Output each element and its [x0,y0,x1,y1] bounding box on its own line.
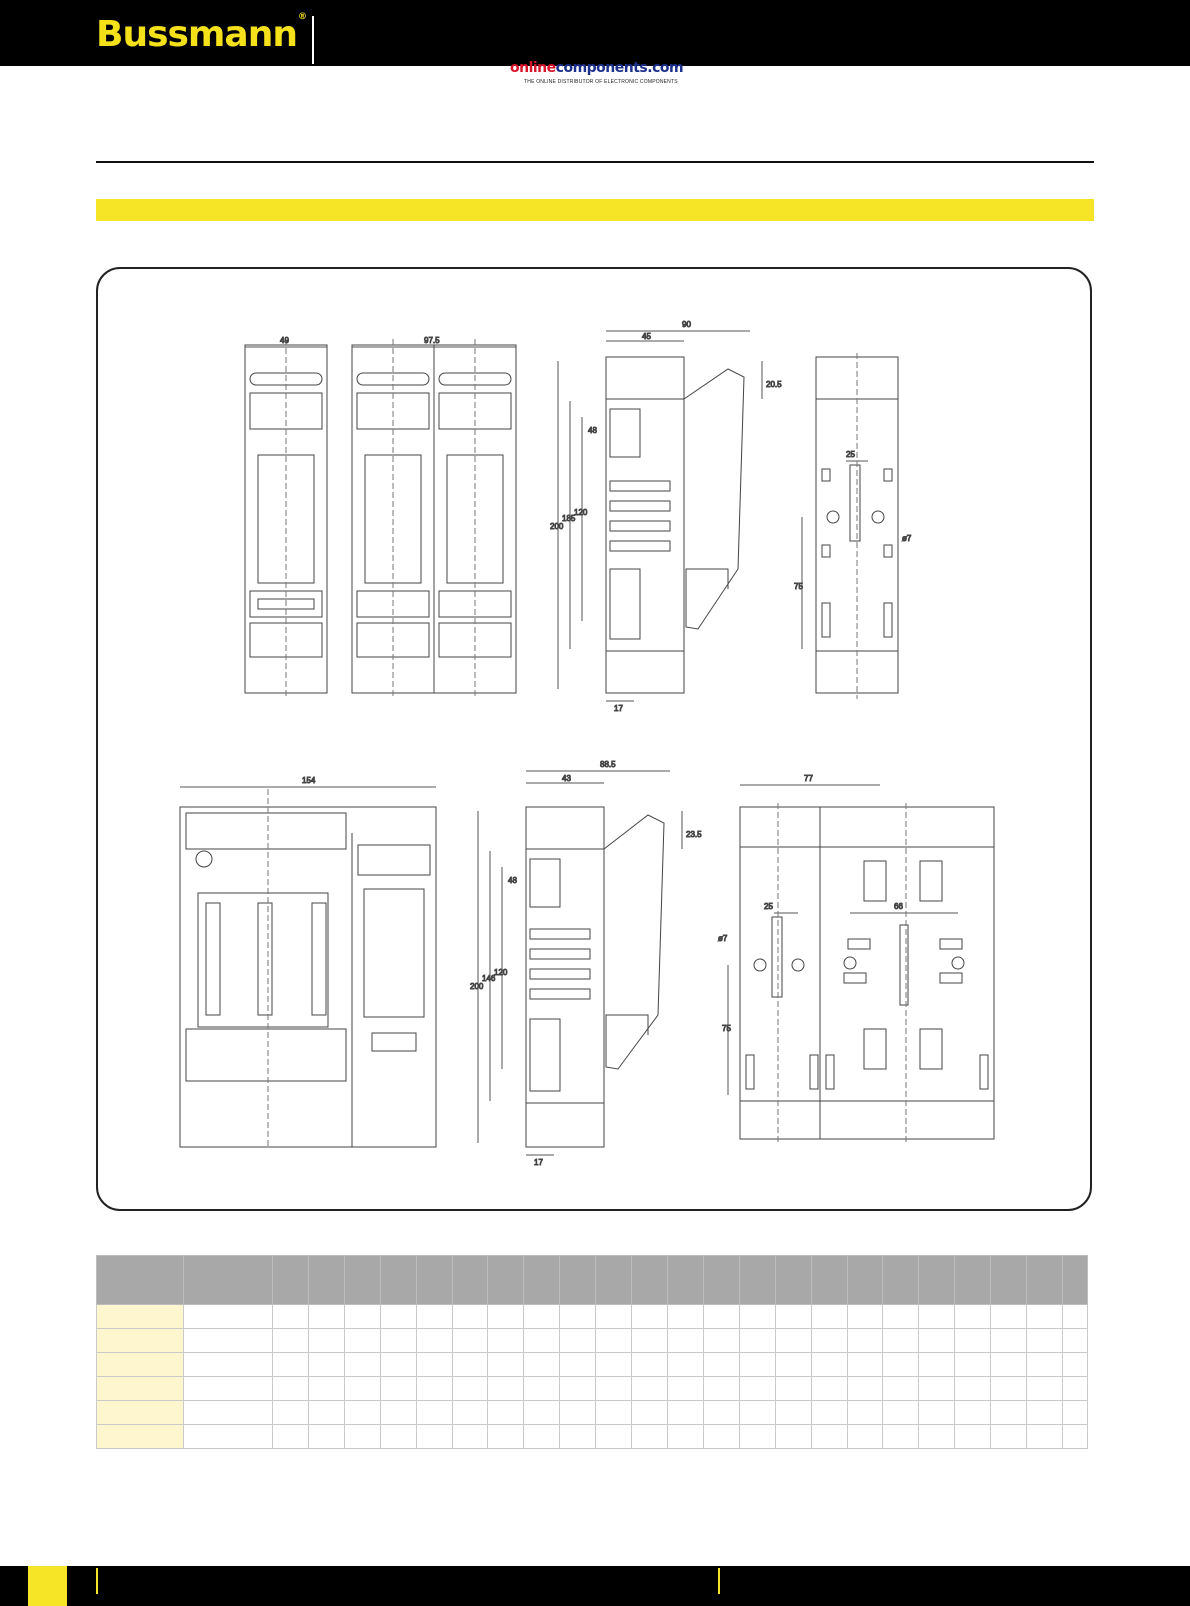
table-cell [596,1353,632,1377]
table-cell [703,1329,739,1353]
table-cell [703,1353,739,1377]
header-cell [847,1256,883,1305]
table-cell [991,1401,1027,1425]
dim-17: 17 [614,704,623,713]
front-view-three-pole [180,787,436,1149]
table-cell [955,1425,991,1449]
table-cell [452,1329,488,1353]
table-cell [667,1329,703,1353]
table-cell [847,1329,883,1353]
rear-view-wide [728,785,994,1145]
table-cell [847,1401,883,1425]
header-cell [667,1256,703,1305]
table-cell [273,1401,309,1425]
table-cell [703,1377,739,1401]
table-cell [488,1305,524,1329]
dim-dia7b: ø7 [718,934,728,943]
table-cell [184,1329,273,1353]
table-cell [1027,1425,1063,1449]
table-cell [524,1401,560,1425]
table-cell [1063,1353,1088,1377]
header-divider [312,16,314,64]
table-cell [775,1353,811,1377]
table-cell [811,1329,847,1353]
distributor-logo[interactable]: onlinecomponents.com [510,60,684,76]
distributor-tagline: THE ONLINE DISTRIBUTOR OF ELECTRONIC COMPONENTS [524,79,678,85]
table-cell [775,1329,811,1353]
table-cell [667,1401,703,1425]
table-cell [667,1377,703,1401]
table-cell [560,1353,596,1377]
header-cell [273,1256,309,1305]
dim-48: 48 [588,426,597,435]
table-cell [919,1353,955,1377]
table-cell [1027,1377,1063,1401]
table-cell [524,1425,560,1449]
table-cell [1063,1377,1088,1401]
table-cell [1063,1425,1088,1449]
table-cell [380,1305,416,1329]
table-cell [1027,1329,1063,1353]
table-row [97,1425,1088,1449]
table-cell [883,1425,919,1449]
header-cell [524,1256,560,1305]
table-cell [560,1401,596,1425]
table-cell [739,1401,775,1425]
table-cell [344,1401,380,1425]
table-cell [488,1377,524,1401]
table-cell [991,1425,1027,1449]
table-cell [97,1425,184,1449]
dim-120: 120 [574,508,588,517]
table-cell [308,1305,344,1329]
table-cell [632,1305,668,1329]
table-cell [560,1329,596,1353]
table-cell [344,1305,380,1329]
table-cell [811,1353,847,1377]
table-cell [560,1377,596,1401]
table-cell [380,1377,416,1401]
dim-25: 25 [846,450,855,459]
header-cell [452,1256,488,1305]
table-cell [883,1329,919,1353]
table-cell [811,1401,847,1425]
dim-17b: 17 [534,1158,543,1167]
table-cell [667,1425,703,1449]
header-cell [344,1256,380,1305]
dim-75b: 75 [722,1024,731,1033]
table-cell [488,1401,524,1425]
table-cell [919,1377,955,1401]
header-cell [632,1256,668,1305]
header-cell [1027,1256,1063,1305]
header-cell [416,1256,452,1305]
table-cell [452,1401,488,1425]
table-cell [308,1425,344,1449]
table-cell [703,1401,739,1425]
table-cell [739,1425,775,1449]
table-cell [524,1329,560,1353]
header-cell [97,1256,184,1305]
header-cell [955,1256,991,1305]
header-cell [703,1256,739,1305]
spec-table [96,1255,1088,1449]
table-cell [775,1377,811,1401]
table-cell [273,1425,309,1449]
table-cell [847,1353,883,1377]
dim-45: 45 [642,332,651,341]
section-bar [96,199,1094,221]
footer-divider-right [718,1568,720,1594]
table-cell [416,1353,452,1377]
table-cell [1027,1305,1063,1329]
footer-bar [0,1566,1190,1606]
table-cell [452,1353,488,1377]
table-cell [184,1401,273,1425]
dim-146b: 146 [482,974,496,983]
dim-154: 154 [302,776,316,785]
dim-49: 49 [280,336,289,345]
table-cell [308,1377,344,1401]
table-row [97,1305,1088,1329]
header-cell [811,1256,847,1305]
table-cell [344,1329,380,1353]
footer-page-tab [28,1566,67,1606]
table-cell [273,1377,309,1401]
table-cell [560,1425,596,1449]
dim-43: 43 [562,774,571,783]
header-cell [596,1256,632,1305]
table-cell [452,1305,488,1329]
table-cell [416,1329,452,1353]
table-cell [883,1353,919,1377]
table-cell [97,1329,184,1353]
table-cell [184,1425,273,1449]
table-cell [1027,1353,1063,1377]
table-body [97,1305,1088,1449]
table-row [97,1353,1088,1377]
table-cell [452,1425,488,1449]
table-cell [919,1401,955,1425]
brand-logo[interactable]: Bussmann® [96,12,306,55]
table-cell [560,1305,596,1329]
table-cell [308,1353,344,1377]
table-cell [596,1305,632,1329]
table-cell [308,1401,344,1425]
table-cell [919,1425,955,1449]
table-cell [955,1305,991,1329]
table-cell [991,1329,1027,1353]
table-cell [380,1401,416,1425]
header-cell [1063,1256,1088,1305]
table-cell [273,1353,309,1377]
table-cell [847,1377,883,1401]
table-cell [273,1305,309,1329]
table-cell [596,1401,632,1425]
table-cell [97,1401,184,1425]
dim-48b: 48 [508,876,517,885]
table-cell [97,1377,184,1401]
dim-dia7: ø7 [902,534,912,543]
dim-75: 75 [794,582,803,591]
dim-66: 66 [894,902,903,911]
header-cell [775,1256,811,1305]
table-cell [416,1401,452,1425]
table-cell [919,1329,955,1353]
table-cell [596,1425,632,1449]
table-cell [775,1401,811,1425]
table-cell [739,1329,775,1353]
table-cell [632,1329,668,1353]
table-row [97,1401,1088,1425]
table-cell [739,1353,775,1377]
table-cell [632,1425,668,1449]
dim-88-5: 88.5 [600,760,616,769]
table-cell [919,1305,955,1329]
table-cell [97,1353,184,1377]
table-cell [955,1401,991,1425]
table-cell [991,1305,1027,1329]
table-cell [488,1353,524,1377]
dim-90: 90 [682,320,691,329]
table-cell [811,1377,847,1401]
table-cell [184,1305,273,1329]
table-cell [739,1377,775,1401]
table-cell [1063,1329,1088,1353]
side-view-bottom [478,771,682,1155]
header-cell [991,1256,1027,1305]
footer-divider-left [96,1568,98,1594]
table-row [97,1329,1088,1353]
table-cell [955,1353,991,1377]
table-cell [739,1305,775,1329]
table-cell [184,1353,273,1377]
table-cell [380,1353,416,1377]
dimension-drawings [98,269,1090,1209]
table-cell [416,1425,452,1449]
header-cell [184,1256,273,1305]
side-view [558,331,762,701]
table-cell [811,1425,847,1449]
table-cell [632,1401,668,1425]
table-cell [380,1329,416,1353]
table-cell [524,1305,560,1329]
header-cell [308,1256,344,1305]
table-cell [883,1377,919,1401]
header-cell [919,1256,955,1305]
table-cell [488,1425,524,1449]
table-cell [847,1305,883,1329]
table-cell [1063,1401,1088,1425]
table-cell [1063,1305,1088,1329]
table-cell [273,1329,309,1353]
table-cell [955,1377,991,1401]
table-cell [308,1329,344,1353]
table-cell [344,1425,380,1449]
header-cell [380,1256,416,1305]
table-cell [97,1305,184,1329]
dim-25b: 25 [764,902,773,911]
drawing-panel [96,267,1092,1211]
title-rule [96,161,1094,163]
table-header-row [97,1256,1088,1305]
dim-20-5: 20.5 [766,380,782,389]
table-cell [775,1425,811,1449]
table-cell [883,1305,919,1329]
table-cell [775,1305,811,1329]
table-cell [811,1305,847,1329]
dim-23-5: 23.5 [686,830,702,839]
table-cell [184,1377,273,1401]
table-cell [883,1401,919,1425]
table-cell [488,1329,524,1353]
table-cell [452,1377,488,1401]
table-cell [416,1305,452,1329]
front-view-single [245,339,327,699]
header-cell [739,1256,775,1305]
table-cell [344,1353,380,1377]
dim-200b: 200 [470,982,484,991]
table-cell [991,1377,1027,1401]
table-cell [596,1329,632,1353]
dim-185: 185 [562,514,576,523]
table-cell [524,1377,560,1401]
table-cell [667,1305,703,1329]
table-cell [955,1329,991,1353]
table-cell [596,1377,632,1401]
table-cell [703,1425,739,1449]
table-cell [416,1377,452,1401]
header-cell [883,1256,919,1305]
table-cell [380,1425,416,1449]
rear-view [802,353,898,699]
front-view-double [352,339,516,699]
table-cell [667,1353,703,1377]
dim-97-5: 97.5 [424,336,440,345]
table-cell [524,1353,560,1377]
table-cell [991,1353,1027,1377]
table-cell [344,1377,380,1401]
table-cell [1027,1401,1063,1425]
dim-200: 200 [550,522,564,531]
table-cell [847,1425,883,1449]
table-cell [703,1305,739,1329]
header-cell [488,1256,524,1305]
dim-77: 77 [804,774,813,783]
table-cell [632,1353,668,1377]
table-row [97,1377,1088,1401]
header-cell [560,1256,596,1305]
table-cell [632,1377,668,1401]
dim-120b: 120 [494,968,508,977]
